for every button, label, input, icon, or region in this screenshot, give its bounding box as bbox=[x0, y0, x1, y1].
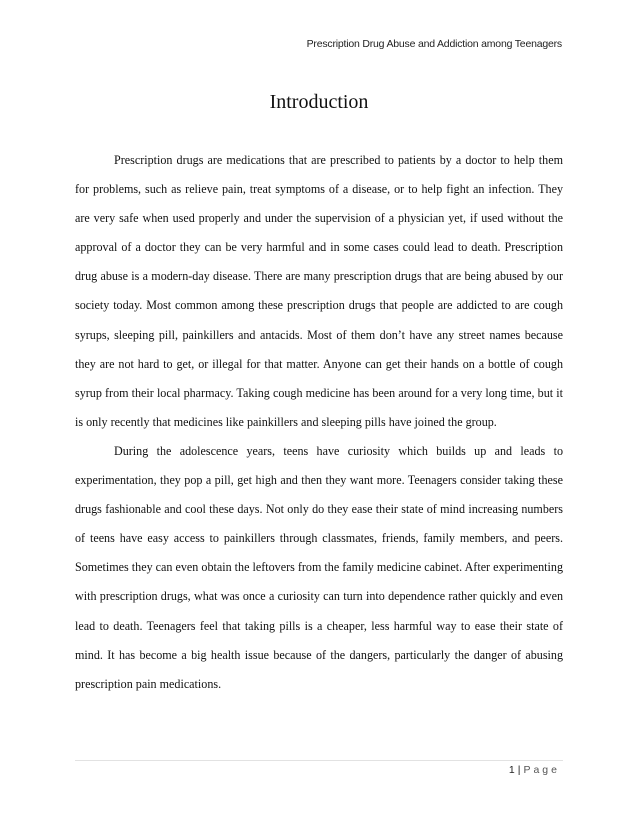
page-number: 1 bbox=[508, 764, 515, 776]
page-label: Page bbox=[523, 764, 560, 776]
paragraph: During the adolescence years, teens have curiosity which builds up and leads to experimentation, they pop a pill, get high and then they want more. Teenagers consider taking these drugs fashionable and cool these days. Not only do they ease their state of mind increasing numbers of teens have easy access to painkillers through classmates, friends, family members, and peers. Sometimes they can even obtain the leftovers from the family medicine cabinet. After experimenting with prescription drugs, what was once a curiosity can turn into dependence rather quickly and even lead to death. Teenagers feel that taking pills is a cheaper, less harmful way to ease their state of mind. It has become a big health issue because of the dangers, particularly the danger of abusing prescription pain medications. bbox=[75, 443, 563, 691]
running-header: Prescription Drug Abuse and Addiction among Teenagers bbox=[306, 38, 562, 50]
page-footer bbox=[509, 764, 560, 776]
footer-divider bbox=[75, 760, 563, 761]
body-text bbox=[75, 146, 563, 699]
page-title: Introduction bbox=[269, 91, 369, 113]
paragraph: Prescription drugs are medications that are prescribed to patients by a doctor to help them for problems, such as relieve pain, treat symptoms of a disease, or to help fight an infection. They are very safe when used properly and under the supervision of a physician yet, if used without the approval of a doctor they can be very harmful and in some cases could lead to death. Prescription drug abuse is a modern-day disease. There are many prescription drugs that are being abused by our society today. Most common among these prescription drugs that people are addicted to are cough syrups, sleeping pill, painkillers and antacids. Most of them don’t have any street names because they are not hard to get, or illegal for that matter. Anyone can get their hands on a bottle of cough syrup from their local pharmacy. Taking cough medicine has been around for a very long time, but it is only recently that medicines like painkillers and sleeping pills have joined the group. bbox=[75, 153, 563, 429]
page-separator: | bbox=[517, 764, 521, 776]
